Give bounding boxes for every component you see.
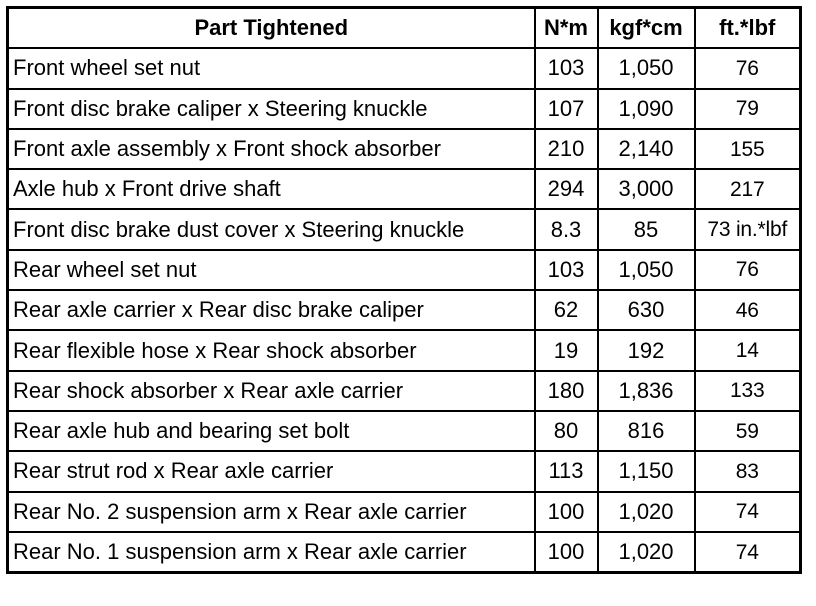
- part-cell: Front wheel set nut: [8, 48, 535, 88]
- nm-cell: 62: [535, 290, 598, 330]
- ftlbf-cell: 79: [695, 89, 801, 129]
- table-row: [8, 330, 801, 370]
- kgfcm-cell: 85: [598, 209, 695, 249]
- part-cell: Front disc brake dust cover x Steering knuckle: [8, 209, 535, 249]
- nm-cell: 100: [535, 532, 598, 573]
- part-cell: Front axle assembly x Front shock absorber: [8, 129, 535, 169]
- kgfcm-cell: 192: [598, 330, 695, 370]
- table-row: [8, 169, 801, 209]
- kgfcm-cell: 1,020: [598, 492, 695, 532]
- part-cell: Rear axle hub and bearing set bolt: [8, 411, 535, 451]
- torque-spec-table: [6, 6, 802, 574]
- kgfcm-cell: 1,836: [598, 371, 695, 411]
- part-cell: Rear flexible hose x Rear shock absorber: [8, 330, 535, 370]
- table-row: [8, 451, 801, 491]
- nm-cell: 113: [535, 451, 598, 491]
- ftlbf-cell: 14: [695, 330, 801, 370]
- header-part-tightened: Part Tightened: [8, 8, 535, 49]
- ftlbf-cell: 76: [695, 250, 801, 290]
- table-row: [8, 129, 801, 169]
- nm-cell: 8.3: [535, 209, 598, 249]
- part-cell: Front disc brake caliper x Steering knuckle: [8, 89, 535, 129]
- nm-cell: 180: [535, 371, 598, 411]
- table-row: [8, 48, 801, 88]
- kgfcm-cell: 1,020: [598, 532, 695, 573]
- kgfcm-cell: 1,090: [598, 89, 695, 129]
- ftlbf-cell: 217: [695, 169, 801, 209]
- ftlbf-cell: 74: [695, 492, 801, 532]
- table-row: [8, 492, 801, 532]
- nm-cell: 19: [535, 330, 598, 370]
- kgfcm-cell: 1,150: [598, 451, 695, 491]
- kgfcm-cell: 1,050: [598, 48, 695, 88]
- header-kgfcm: kgf*cm: [598, 8, 695, 49]
- ftlbf-cell: 46: [695, 290, 801, 330]
- ftlbf-cell: 155: [695, 129, 801, 169]
- part-cell: Rear axle carrier x Rear disc brake caliper: [8, 290, 535, 330]
- table-row: [8, 209, 801, 249]
- kgfcm-cell: 816: [598, 411, 695, 451]
- header-ftlbf: ft.*lbf: [695, 8, 801, 49]
- ftlbf-cell: 74: [695, 532, 801, 573]
- kgfcm-cell: 630: [598, 290, 695, 330]
- header-row: [8, 8, 801, 49]
- kgfcm-cell: 1,050: [598, 250, 695, 290]
- table-row: [8, 89, 801, 129]
- table-row: [8, 290, 801, 330]
- ftlbf-cell: 76: [695, 48, 801, 88]
- part-cell: Rear No. 1 suspension arm x Rear axle carrier: [8, 532, 535, 573]
- nm-cell: 100: [535, 492, 598, 532]
- ftlbf-cell: 83: [695, 451, 801, 491]
- nm-cell: 103: [535, 48, 598, 88]
- ftlbf-cell: 59: [695, 411, 801, 451]
- nm-cell: 80: [535, 411, 598, 451]
- nm-cell: 103: [535, 250, 598, 290]
- nm-cell: 294: [535, 169, 598, 209]
- part-cell: Axle hub x Front drive shaft: [8, 169, 535, 209]
- part-cell: Rear shock absorber x Rear axle carrier: [8, 371, 535, 411]
- header-nm: N*m: [535, 8, 598, 49]
- ftlbf-cell: 133: [695, 371, 801, 411]
- part-cell: Rear strut rod x Rear axle carrier: [8, 451, 535, 491]
- ftlbf-cell: 73 in.*lbf: [695, 209, 801, 249]
- table-row: [8, 411, 801, 451]
- table-row: [8, 532, 801, 573]
- nm-cell: 107: [535, 89, 598, 129]
- kgfcm-cell: 3,000: [598, 169, 695, 209]
- part-cell: Rear wheel set nut: [8, 250, 535, 290]
- nm-cell: 210: [535, 129, 598, 169]
- table-row: [8, 371, 801, 411]
- kgfcm-cell: 2,140: [598, 129, 695, 169]
- part-cell: Rear No. 2 suspension arm x Rear axle carrier: [8, 492, 535, 532]
- table-row: [8, 250, 801, 290]
